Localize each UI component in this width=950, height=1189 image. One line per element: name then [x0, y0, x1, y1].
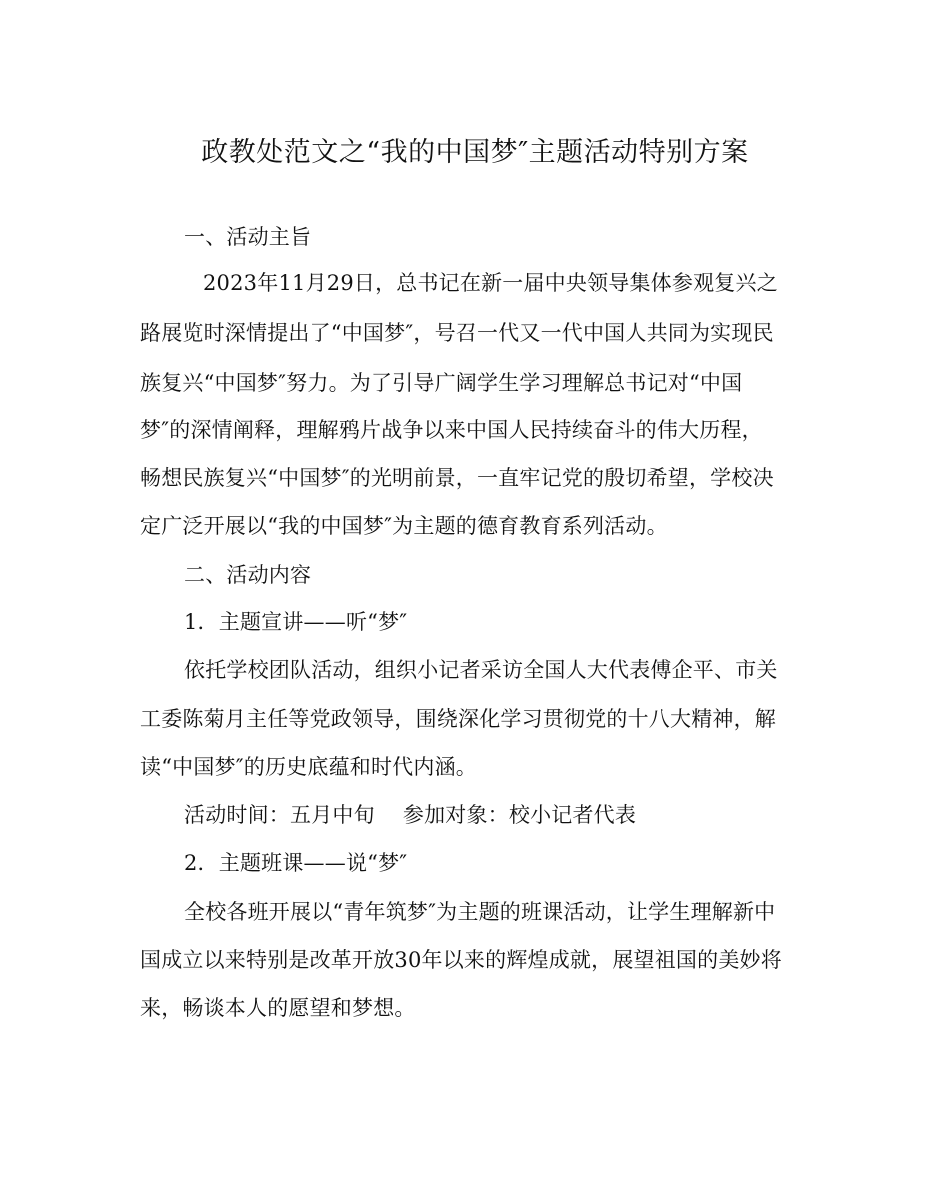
paragraph-line: 畅想民族复兴“中国梦″的光明前景，一直牢记党的殷切希望，学校决 [140, 466, 774, 490]
paragraph-line: 国成立以来特别是改革开放30年以来的辉煌成就，展望祖国的美妙将 [140, 948, 782, 972]
activity-info-line: 活动时间：五月中旬 参加对象：校小记者代表 [184, 803, 637, 827]
paragraph-line: 来，畅谈本人的愿望和梦想。 [140, 996, 416, 1020]
paragraph-line: 2023年11月29日，总书记在新一届中央领导集体参观复兴之 [203, 271, 778, 295]
section-heading-2: 二、活动内容 [184, 563, 312, 587]
paragraph-line: 读“中国梦″的历史底蕴和时代内涵。 [140, 755, 477, 779]
paragraph-line: 依托学校团队活动，组织小记者采访全国人大代表傅企平、市关 [184, 658, 778, 682]
paragraph-line: 梦″的深情阐释，理解鸦片战争以来中国人民持续奋斗的伟大历程， [140, 418, 763, 442]
subsection-heading: 1．主题宣讲——听“梦″ [184, 610, 408, 634]
subsection-heading: 2．主题班课——说“梦″ [184, 851, 408, 875]
paragraph-line: 工委陈菊月主任等党政领导，围绕深化学习贯彻党的十八大精神，解 [140, 707, 776, 731]
section-heading-1: 一、活动主旨 [184, 225, 312, 249]
document-title: 政教处范文之“我的中国梦″主题活动特别方案 [201, 137, 749, 168]
paragraph-line: 定广泛开展以“我的中国梦″为主题的德育教育系列活动。 [140, 514, 668, 538]
paragraph-line: 路展览时深情提出了“中国梦″，号召一代又一代中国人共同为实现民 [140, 321, 774, 345]
paragraph-line: 族复兴“中国梦″努力。为了引导广阔学生学习理解总书记对“中国 [140, 371, 743, 395]
paragraph-line: 全校各班开展以“青年筑梦″为主题的班课活动，让学生理解新中 [184, 900, 776, 924]
